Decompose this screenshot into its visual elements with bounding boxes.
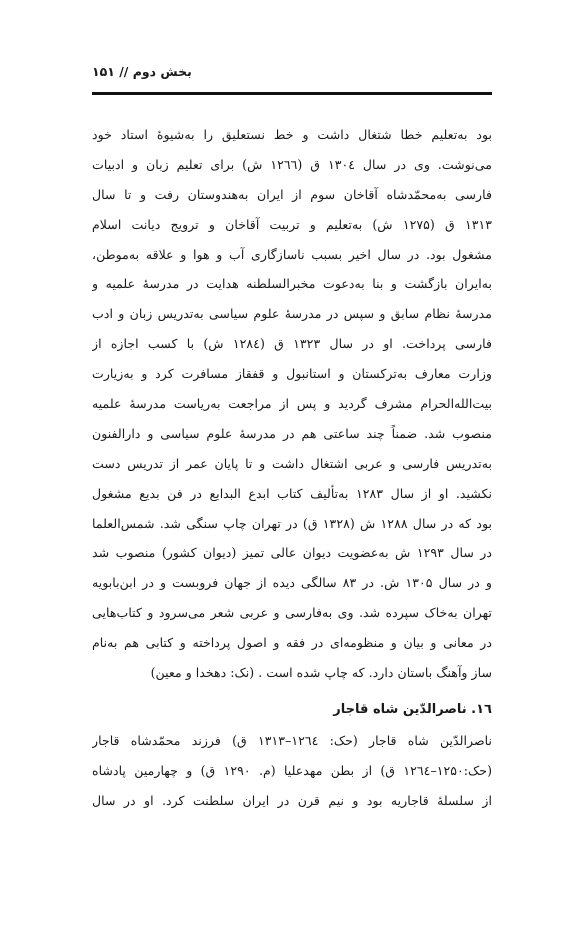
text-line: به‌ایران بازگشت و بنا به‌دعوت مخبرالسلطنه هدایت در مدرسهٔ علمیه و <box>92 276 492 292</box>
text-line: تهران به‌خاک سپرده شد. وی به‌فارسی و عربی شعر می‌سرود و کتاب‌هایی <box>92 605 492 621</box>
section-heading: ١٦. ناصرالدّین شاه قاجار <box>333 701 492 717</box>
text-line: بود که در سال ۱۲۸۸ ش (۱۳۲۸ ق) در تهران چاپ سنگی شد. شمس‌العلما <box>92 515 492 531</box>
text-line: به‌تدریس فارسی و عربی اشتغال داشت و تا پایان عمر از تدریس دست <box>92 455 492 471</box>
text-line: ساز وآهنگ باستان دارد. که چاپ شده است . (نک: دهخدا و معین) <box>150 665 492 681</box>
text-line: فارسی پرداخت. او در سال ۱۳۲۳ ق (۱۲۸٤ ش) با کسب اجازه از <box>92 336 492 352</box>
paragraph-biography-continued <box>92 120 492 688</box>
text-line: در معانی و بیان و منظومه‌ای در فقه و اصول پرداخته و کتابی هم به‌نام <box>92 635 492 651</box>
page-body <box>92 120 492 816</box>
paragraph-naser-al-din-shah <box>92 726 492 816</box>
text-line: می‌نوشت. وی در سال ۱۳۰٤ ق (۱۲٦٦ ش) برای تعلیم زبان و ادبیات <box>92 156 492 172</box>
text-line: مدرسهٔ نظام سابق و سپس در مدرسهٔ علوم سیاسی به‌تدریس زبان و ادب <box>92 306 492 322</box>
text-line: ناصرالدّین شاه قاجار (حک: ١٢٦٤–١٣١٣ ق) فرزند محمّدشاه قاجار <box>92 732 492 748</box>
text-line: (حک:۱۲۵۰–۱۲٦٤ ق) از بطن مهدعلیا (م. ۱۲۹۰ ق) و چهارمین پادشاه <box>92 762 492 778</box>
running-header: بخش دوم // ۱۵۱ <box>92 64 192 79</box>
text-line: و در سال ۱۳۰۵ ش. در ۸۳ سالگی دیده از جهان فروبست و در ابن‌بابویه <box>92 575 492 591</box>
text-line: منصوب شد. ضمناً چند ساعتی هم در مدرسهٔ علوم سیاسی و دارالفنون <box>92 425 492 441</box>
header-rule <box>92 92 492 95</box>
text-line: در سال ۱۲۹۳ ش به‌عضویت دیوان عالی تمیز (دیوان کشور) منصوب شد <box>92 545 492 561</box>
text-line: از سلسلهٔ قاجاریه بود و نیم قرن در ایران سلطنت کرد. او در سال <box>92 792 492 808</box>
text-line: وزارت معارف به‌ترکستان و استانبول و قفقاز مسافرت کرد و به‌زیارت <box>92 366 492 382</box>
text-line: ۱۳۱۳ ق (۱۲۷۵ ش) به‌تعلیم و تربیت آقاخان و ترویج دیانت اسلام <box>92 216 492 232</box>
text-line: بیت‌الله‌الحرام مشرف گردید و پس از مراجعت به‌ریاست مدرسهٔ علمیه <box>92 396 492 412</box>
text-line: بود به‌تعلیم خطا شتغال داشت و خط نستعلیق را به‌شیوهٔ استاد خود <box>92 127 492 142</box>
text-line: مشغول بود. در سال اخیر بسبب ناسازگاری آب و هوا و علاقه به‌موطن، <box>92 246 492 262</box>
text-line: نکشید. او از سال ۱۲۸۳ به‌تألیف کتاب ابدع البدایع در فن بدیع مشغول <box>92 485 492 501</box>
text-line: فارسی به‌محمّدشاه آقاخان سوم از ایران به‌هندوستان رفت و تا سال <box>92 186 492 202</box>
